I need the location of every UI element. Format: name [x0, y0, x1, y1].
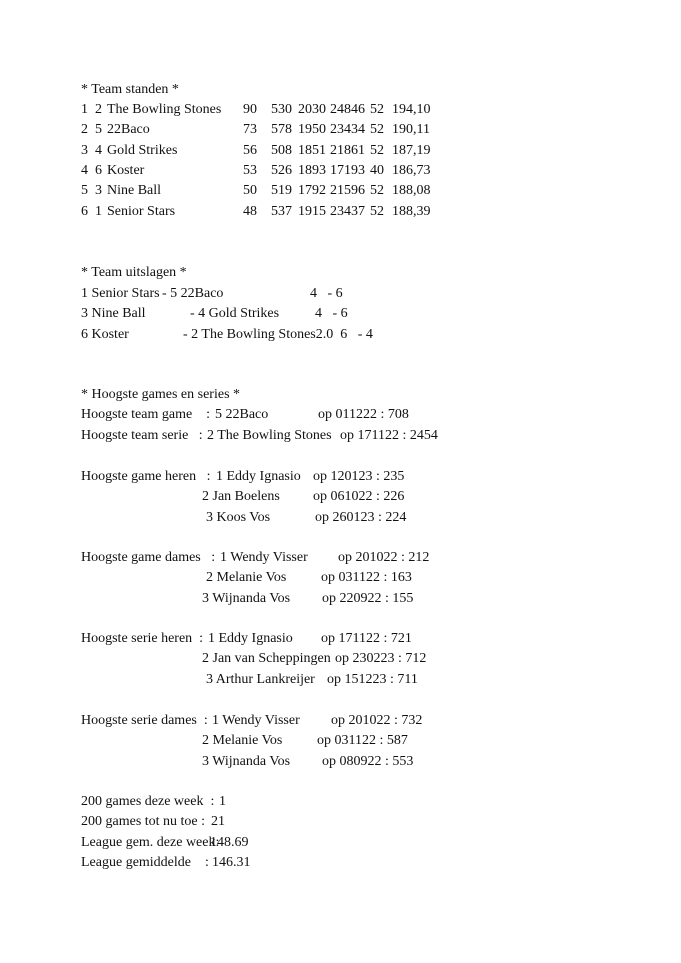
standings-cell-games: 52 [370, 102, 384, 117]
highs-player-name: 1 Eddy Ignasio [208, 631, 293, 646]
standings-cell-total: 23437 [330, 203, 365, 219]
highs-label: Hoogste serie heren : [81, 631, 204, 646]
summary-value: 146.31 [212, 854, 251, 870]
standings-cell-team: Gold Strikes [107, 142, 178, 158]
result-score: 4 - 6 [315, 306, 348, 322]
standings-cell-pins2: 1915 [298, 203, 326, 219]
standings-cell-points: 53 [243, 162, 257, 178]
standings-cell-num: 6 [95, 162, 102, 178]
standings-cell-pins2: 1950 [298, 122, 326, 138]
team-game-name: 5 22Baco [215, 407, 269, 422]
highs-heading: * Hoogste games en series * [81, 387, 241, 402]
standings-cell-pins1: 537 [271, 203, 292, 219]
highs-player-value: op 260123 : 224 [315, 509, 407, 525]
standings-cell-num: 1 [95, 203, 102, 219]
standings-cell-num: 4 [95, 142, 102, 158]
highs-player-name: 1 Wendy Visser [220, 550, 308, 565]
summary-value: 148.69 [210, 834, 249, 850]
standings-cell-points: 90 [243, 102, 257, 117]
highs-player-value: op 120123 : 235 [313, 469, 405, 484]
highs-player-name: 3 Koos Vos [206, 509, 271, 525]
result-score: 4 - 6 [310, 286, 343, 301]
highs-player-value: op 151223 : 711 [327, 671, 418, 687]
standings-cell-total: 21861 [330, 142, 365, 158]
summary-label: League gem. deze week: [81, 834, 220, 850]
result-away-team: - 4 Gold Strikes [190, 306, 280, 322]
standings-cell-pos: 1 [81, 102, 88, 117]
standings-cell-pins1: 530 [271, 102, 292, 117]
standings-cell-num: 2 [95, 102, 102, 117]
standings-cell-avg: 190,11 [392, 122, 430, 138]
standings-cell-pos: 5 [81, 183, 88, 199]
standings-cell-avg: 188,08 [392, 183, 431, 199]
standings-cell-points: 48 [243, 203, 257, 219]
highs-label: Hoogste game heren : [81, 469, 211, 484]
standings-cell-games: 52 [370, 203, 384, 219]
standings-cell-total: 21596 [330, 183, 365, 199]
summary-value: 1 [219, 794, 226, 809]
standings-cell-total: 17193 [330, 162, 365, 178]
summary-label: 200 games deze week : [81, 794, 215, 809]
standings-cell-num: 3 [95, 183, 102, 199]
highs-player-value: op 230223 : 712 [335, 651, 427, 667]
standings-cell-pos: 4 [81, 162, 88, 178]
highs-player-name: 3 Arthur Lankreijer [206, 671, 315, 687]
standings-cell-team: The Bowling Stones [107, 102, 222, 117]
standings-cell-avg: 187,19 [392, 142, 431, 158]
standings-cell-points: 50 [243, 183, 257, 199]
standings-cell-total: 24846 [330, 102, 365, 117]
standings-cell-team: Senior Stars [107, 203, 176, 219]
standings-cell-games: 40 [370, 162, 384, 178]
standings-cell-pins2: 1792 [298, 183, 326, 199]
standings-cell-total: 23434 [330, 122, 365, 138]
result-home-team: 1 Senior Stars [81, 286, 160, 301]
standings-cell-pins1: 508 [271, 142, 292, 158]
highs-label: Hoogste serie dames : [81, 713, 208, 728]
highs-player-name: 1 Wendy Visser [212, 713, 300, 728]
team-serie-label: Hoogste team serie : [81, 428, 203, 443]
team-serie-value: op 171122 : 2454 [340, 428, 438, 443]
standings-cell-avg: 188,39 [392, 203, 431, 219]
highs-player-name: 3 Wijnanda Vos [202, 753, 291, 769]
standings-cell-points: 56 [243, 142, 257, 158]
highs-player-value: op 080922 : 553 [322, 753, 414, 769]
standings-cell-pos: 2 [81, 122, 88, 138]
highs-player-name: 2 Jan van Scheppingen [202, 651, 331, 667]
standings-cell-pins2: 2030 [298, 102, 326, 117]
highs-player-value: op 171122 : 721 [321, 631, 412, 646]
standings-cell-games: 52 [370, 122, 384, 138]
standings-cell-pos: 3 [81, 142, 88, 158]
standings-cell-pins1: 578 [271, 122, 292, 138]
standings-cell-pins2: 1893 [298, 162, 326, 178]
highs-player-value: op 201022 : 732 [331, 713, 423, 728]
result-away-team: - 2 The Bowling Stones2.0 6 - 4 [183, 326, 373, 342]
standings-heading: * Team standen * [81, 82, 179, 97]
standings-cell-team: 22Baco [107, 122, 150, 138]
standings-cell-games: 52 [370, 183, 384, 199]
standings-cell-team: Nine Ball [107, 183, 162, 199]
highs-player-name: 3 Wijnanda Vos [202, 590, 291, 606]
standings-cell-pos: 6 [81, 203, 88, 219]
team-serie-name: 2 The Bowling Stones [207, 428, 332, 443]
standings-cell-avg: 186,73 [392, 162, 431, 178]
results-heading: * Team uitslagen * [81, 265, 187, 280]
result-home-team: 6 Koster [81, 326, 129, 342]
highs-player-value: op 031122 : 163 [321, 570, 412, 586]
standings-cell-games: 52 [370, 142, 384, 158]
team-game-label: Hoogste team game : [81, 407, 211, 422]
highs-player-name: 2 Melanie Vos [202, 733, 283, 749]
team-game-value: op 011222 : 708 [318, 407, 409, 422]
result-home-team: 3 Nine Ball [81, 306, 146, 322]
highs-player-value: op 201022 : 212 [338, 550, 430, 565]
highs-player-value: op 061022 : 226 [313, 489, 405, 505]
standings-cell-avg: 194,10 [392, 102, 431, 117]
highs-player-name: 2 Jan Boelens [202, 489, 280, 505]
standings-cell-pins1: 519 [271, 183, 292, 199]
standings-cell-pins2: 1851 [298, 142, 326, 158]
summary-value: 21 [211, 814, 225, 830]
highs-label: Hoogste game dames : [81, 550, 216, 565]
highs-player-value: op 031122 : 587 [317, 733, 408, 749]
standings-cell-num: 5 [95, 122, 102, 138]
standings-cell-team: Koster [107, 162, 145, 178]
summary-label: 200 games tot nu toe : [81, 814, 206, 830]
standings-cell-pins1: 526 [271, 162, 292, 178]
result-away-team: - 5 22Baco [162, 286, 224, 301]
highs-player-name: 1 Eddy Ignasio [216, 469, 301, 484]
highs-player-value: op 220922 : 155 [322, 590, 414, 606]
standings-cell-points: 73 [243, 122, 257, 138]
summary-label: League gemiddelde : [81, 854, 209, 870]
highs-player-name: 2 Melanie Vos [206, 570, 287, 586]
